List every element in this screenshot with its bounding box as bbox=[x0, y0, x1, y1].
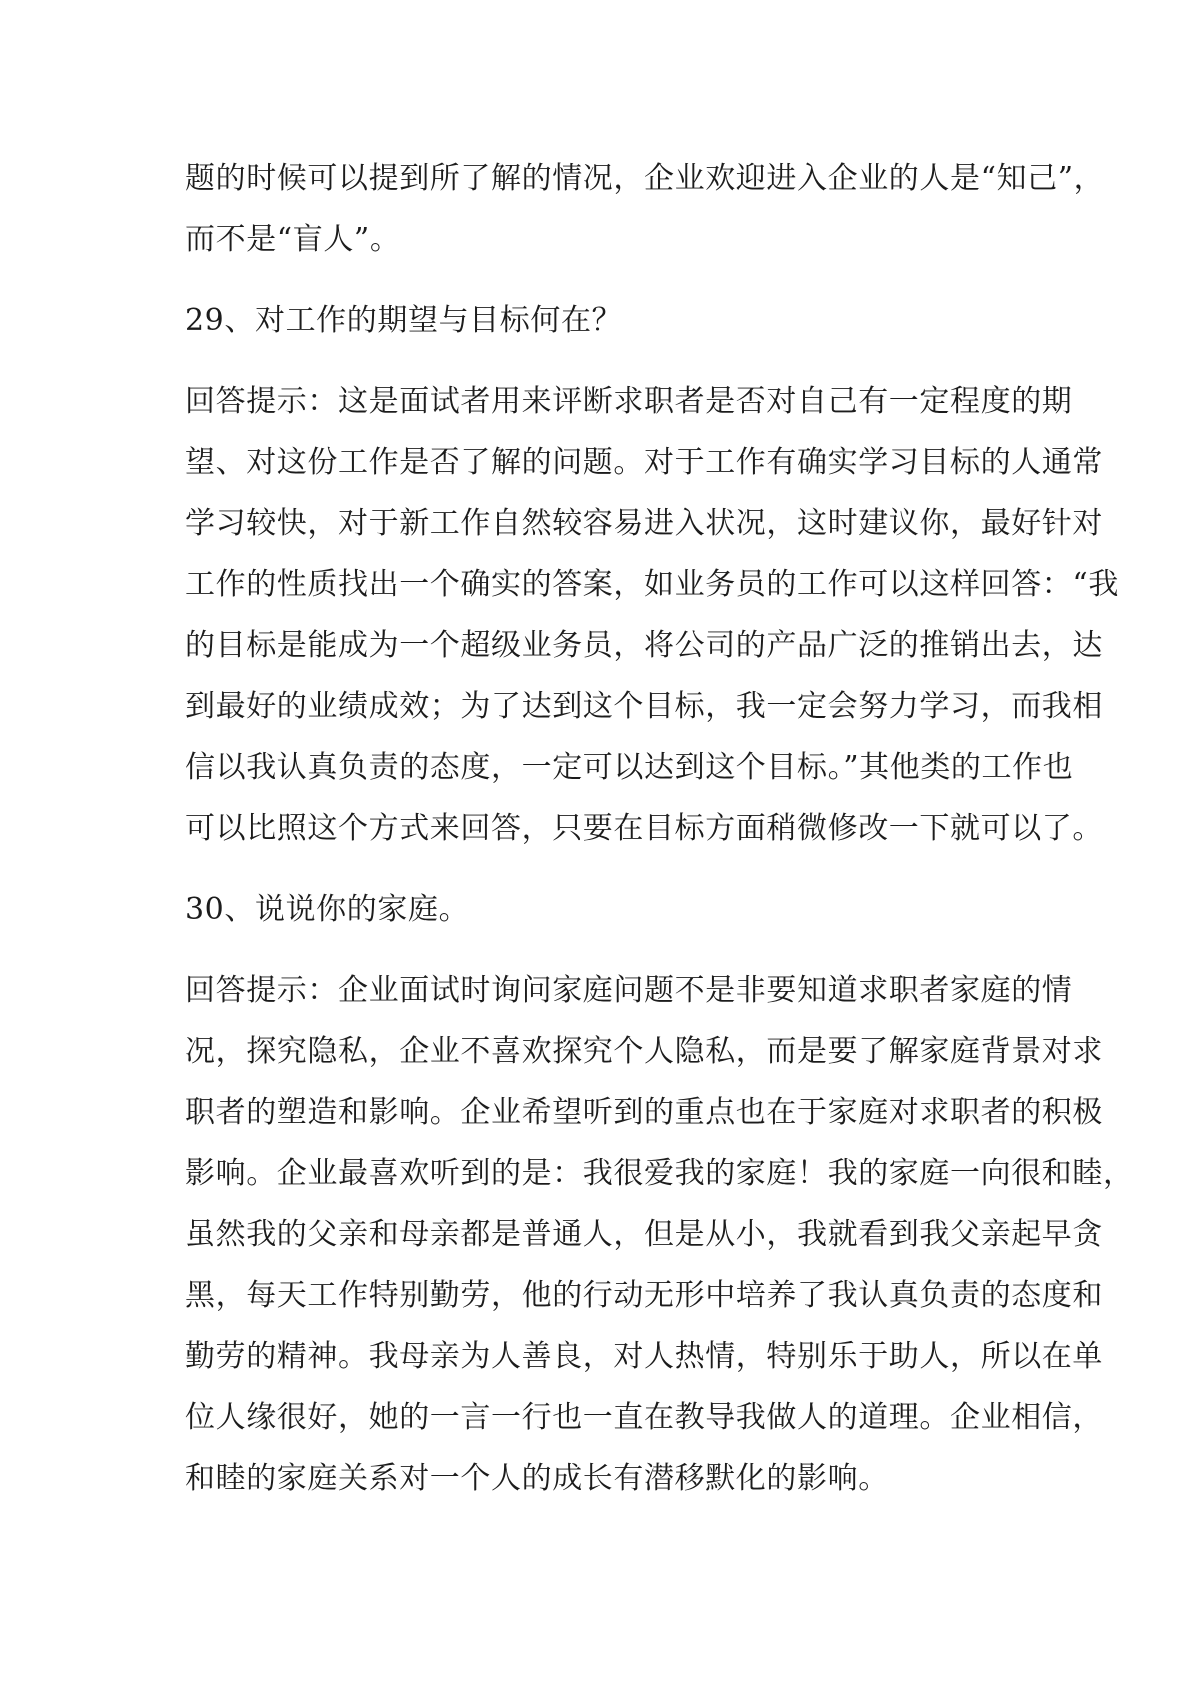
text-line: 回答提示：这是面试者用来评断求职者是否对自己有一定程度的期 bbox=[185, 384, 1073, 419]
text-line: 望、对这份工作是否了解的问题。对于工作有确实学习目标的人通常 bbox=[185, 445, 1103, 480]
text-line: 可以比照这个方式来回答，只要在目标方面稍微修改一下就可以了。 bbox=[185, 811, 1103, 846]
text-line: 信以我认真负责的态度，一定可以达到这个目标。”其他类的工作也 bbox=[185, 750, 1074, 785]
text-line: 29、对工作的期望与目标何在？ bbox=[185, 303, 623, 338]
text-line: 虽然我的父亲和母亲都是普通人，但是从小，我就看到我父亲起早贪 bbox=[185, 1217, 1103, 1252]
text-line: 黑，每天工作特别勤劳，他的行动无形中培养了我认真负责的态度和 bbox=[185, 1278, 1103, 1313]
text-line: 位人缘很好，她的一言一行也一直在教导我做人的道理。企业相信， bbox=[185, 1400, 1103, 1435]
answer-29-paragraph bbox=[185, 371, 1119, 859]
text-line: 的目标是能成为一个超级业务员，将公司的产品广泛的推销出去，达 bbox=[185, 628, 1103, 663]
text-line: 和睦的家庭关系对一个人的成长有潜移默化的影响。 bbox=[185, 1461, 889, 1496]
question-29-heading bbox=[185, 290, 1033, 351]
text-line: 况，探究隐私，企业不喜欢探究个人隐私，而是要了解家庭背景对求 bbox=[185, 1034, 1103, 1069]
document-body bbox=[185, 148, 1134, 1529]
paragraph-intro-continuation bbox=[185, 148, 1105, 270]
text-line: 学习较快，对于新工作自然较容易进入状况，这时建议你，最好针对 bbox=[185, 506, 1103, 541]
text-line: 职者的塑造和影响。企业希望听到的重点也在于家庭对求职者的积极 bbox=[185, 1095, 1103, 1130]
text-line: 题的时候可以提到所了解的情况，企业欢迎进入企业的人是“知己”， bbox=[185, 161, 1105, 196]
text-line: 工作的性质找出一个确实的答案，如业务员的工作可以这样回答：“我 bbox=[185, 567, 1119, 602]
text-line: 到最好的业绩成效；为了达到这个目标，我一定会努力学习，而我相 bbox=[185, 689, 1103, 724]
text-line: 而不是“盲人”。 bbox=[185, 222, 401, 257]
text-line: 回答提示：企业面试时询问家庭问题不是非要知道求职者家庭的情 bbox=[185, 973, 1073, 1008]
answer-30-paragraph bbox=[185, 960, 1134, 1509]
text-line: 勤劳的精神。我母亲为人善良，对人热情，特别乐于助人，所以在单 bbox=[185, 1339, 1103, 1374]
text-line: 影响。企业最喜欢听到的是：我很爱我的家庭！我的家庭一向很和睦， bbox=[185, 1156, 1134, 1191]
question-30-heading bbox=[185, 879, 1033, 940]
text-line: 30、说说你的家庭。 bbox=[185, 892, 470, 927]
